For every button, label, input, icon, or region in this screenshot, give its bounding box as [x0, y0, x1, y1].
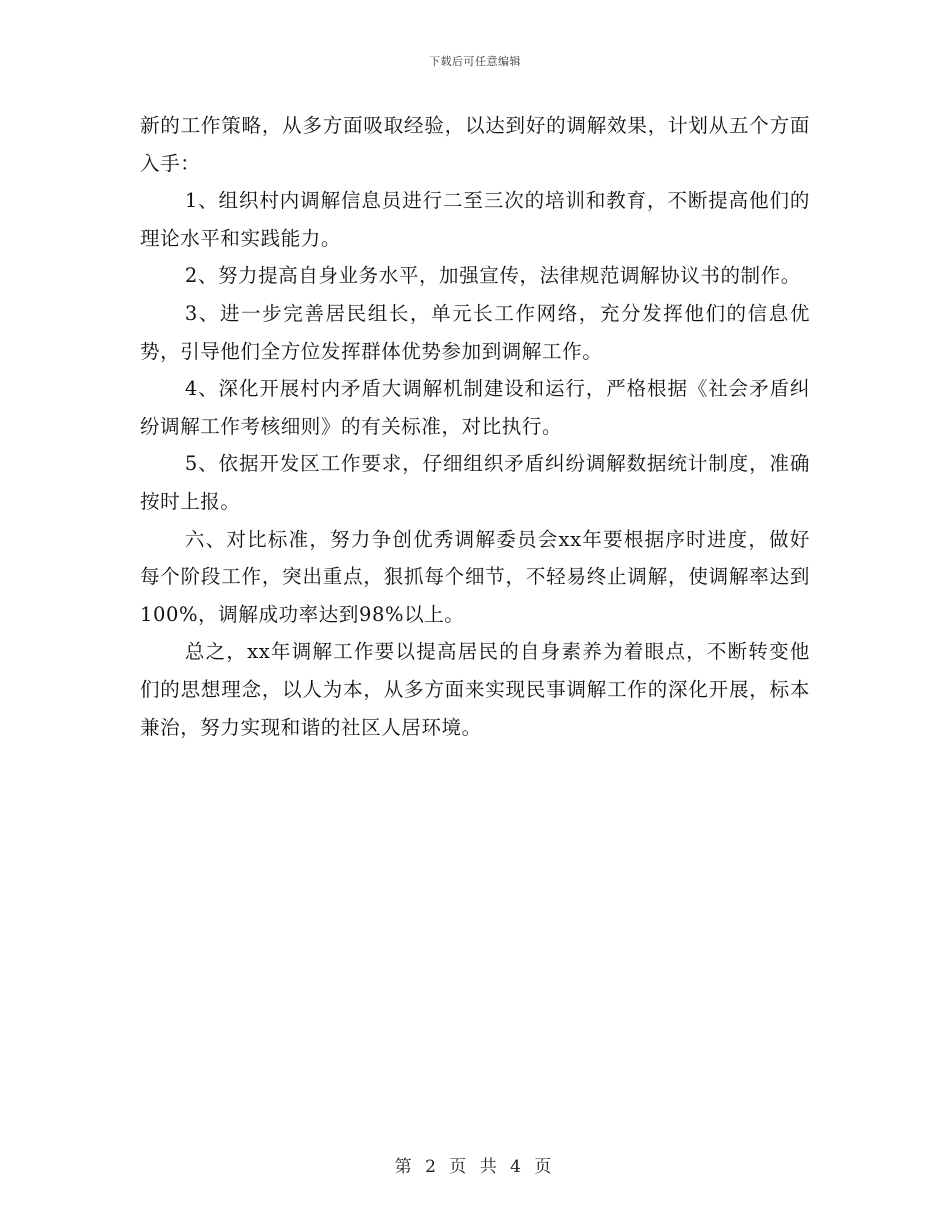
page-number: 第 2 页 共 4 页	[394, 1157, 556, 1177]
document-body	[140, 107, 810, 746]
paragraph-item-5: 5、依据开发区工作要求，仔细组织矛盾纠纷调解数据统计制度，准确按时上报。	[140, 452, 810, 513]
paragraph-continuation: 新的工作策略，从多方面吸取经验，以达到好的调解效果，计划从五个方面入手：	[140, 114, 810, 175]
paragraph-item-1: 1、组织村内调解信息员进行二至三次的培训和教育，不断提高他们的理论水平和实践能力。	[140, 189, 810, 250]
paragraph-item-4: 4、深化开展村内矛盾大调解机制建设和运行，严格根据《社会矛盾纠纷调解工作考核细则》的有关标准，对比执行。	[140, 377, 810, 438]
paragraph-summary: 总之，xx年调解工作要以提高居民的自身素养为着眼点，不断转变他们的思想理念，以人为本，从多方面来实现民事调解工作的深化开展，标本兼治，努力实现和谐的社区人居环境。	[140, 640, 810, 739]
paragraph-item-3: 3、进一步完善居民组长，单元长工作网络，充分发挥他们的信息优势，引导他们全方位发挥群体优势参加到调解工作。	[140, 301, 810, 363]
page-header-note: 下载后可任意编辑	[429, 55, 521, 68]
paragraph-item-6: 六、对比标准，努力争创优秀调解委员会xx年要根据序时进度，做好每个阶段工作，突出重点，狠抓每个细节，不轻易终止调解，使调解率达到100%，调解成功率达到98%以上。	[140, 527, 810, 626]
paragraph-item-2: 2、努力提高自身业务水平，加强宣传，法律规范调解协议书的制作。	[184, 264, 801, 288]
